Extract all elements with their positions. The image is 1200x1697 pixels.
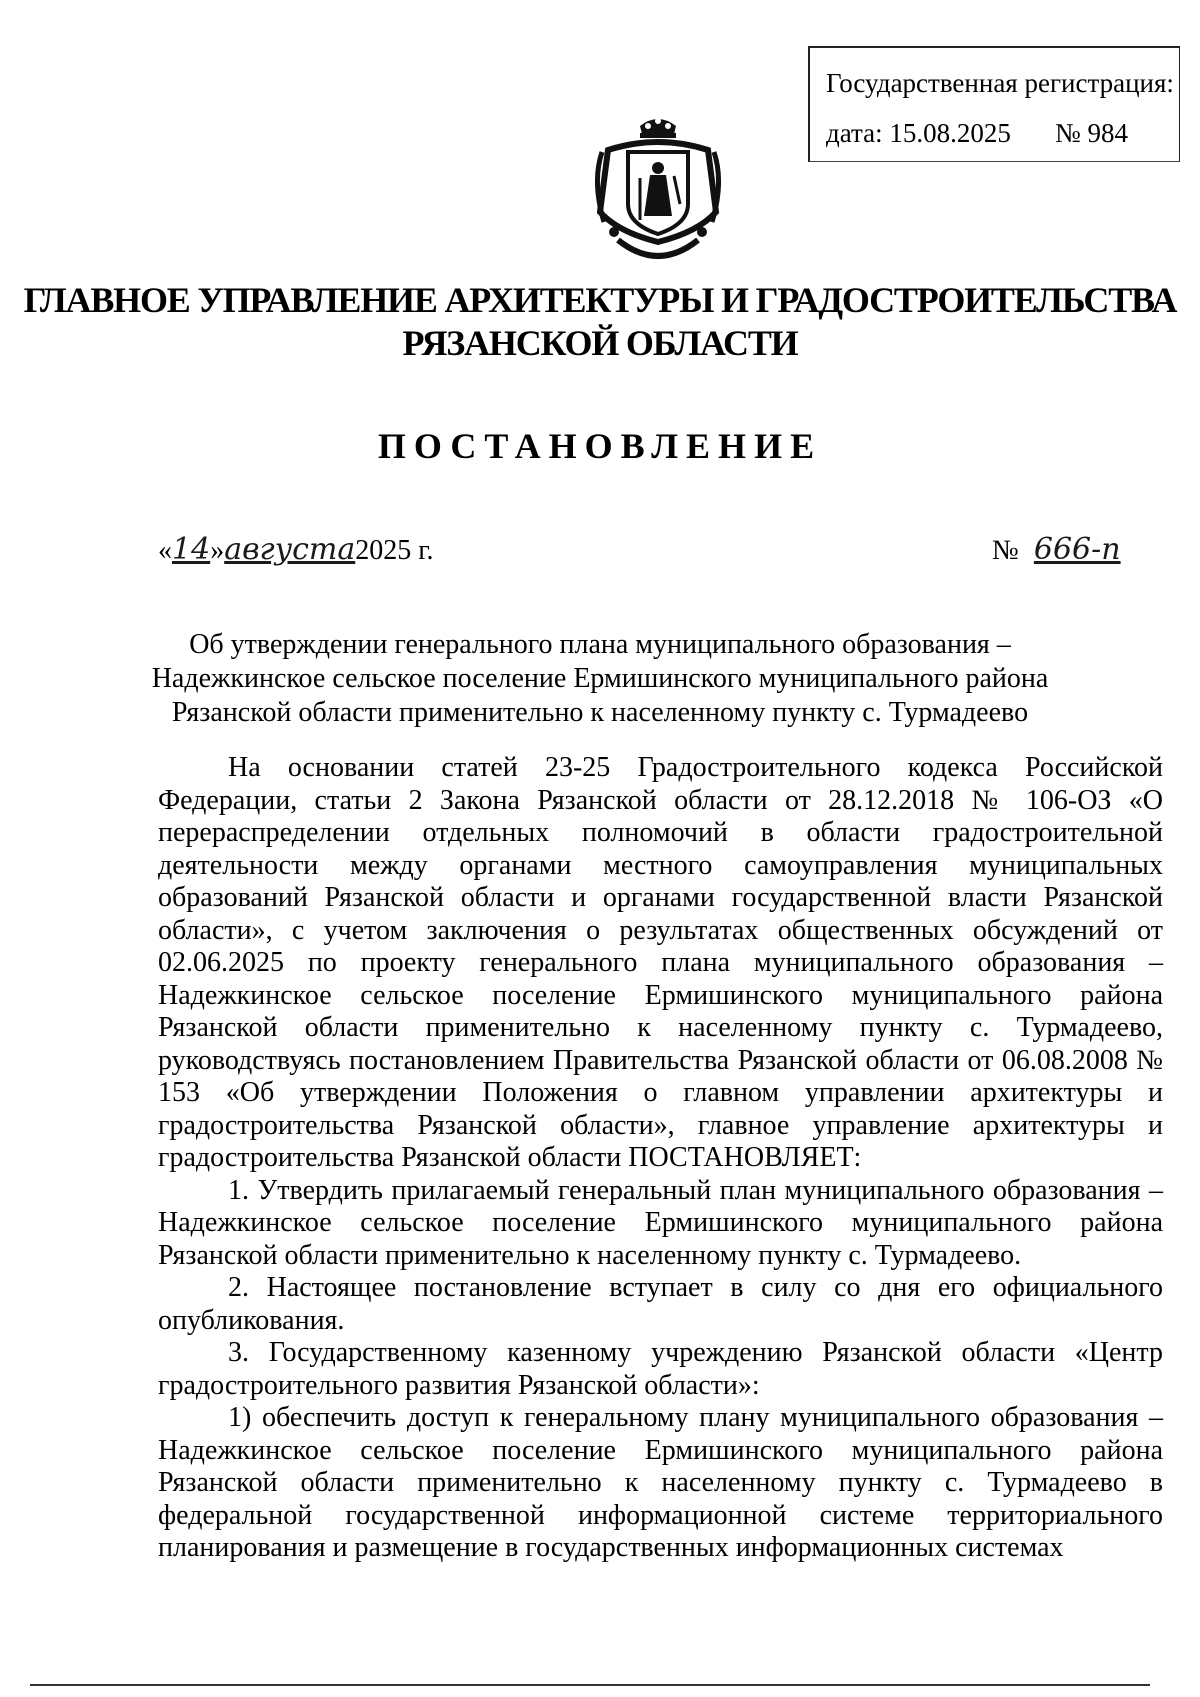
registration-stamp	[808, 46, 1180, 162]
subject-line: Надежкинское сельское поселение Ермишинского муниципального района	[151, 663, 1049, 694]
clause-2-paragraph: 2. Настоящее постановление вступает в силу со дня его официального опубликования.	[158, 1272, 1163, 1336]
issue-year: 2025 г.	[355, 535, 434, 566]
issue-day-handwritten: 14	[172, 532, 211, 567]
preamble-paragraph: На основании статей 23-25 Градостроительного кодекса Российской Федерации, статьи 2 Закона Рязанской области от 28.12.2018 № 106-ОЗ «О перераспределении отдельных полномочий в области градостроительной деятельности между органами местного самоуправления муниципальных образований Рязанской области и органами государственной власти Рязанской области», с учетом заключения о результатах общественных обсуждений от 02.06.2025 по проекту генерального плана муниципального образования – Надежкинское сельское поселение Ермишинского муниципального района Рязанской области применительно к населенному пункту с. Турмадеево, руководствуясь постановлением Правительства Рязанской области от 06.08.2008 № 153 «Об утверждении Положения о главном управлении архитектуры и градостроительства Рязанской области», главное управление архитектуры и градостроительства Рязанской области ПОСТАНОВЛЯЕТ:	[158, 752, 1163, 1173]
registration-date: дата: 15.08.2025	[826, 118, 1011, 148]
organization-name-line-2: РЯЗАНСКОЙ ОБЛАСТИ	[402, 323, 798, 363]
document-body	[158, 752, 1163, 1565]
ryazan-coat-of-arms-icon	[588, 112, 728, 274]
open-quote: «	[158, 535, 172, 566]
subject-line: Рязанской области применительно к населенному пункту с. Турмадеево	[171, 697, 1029, 728]
subject-line: Об утверждении генерального плана муниципального образования –	[189, 629, 1011, 660]
organization-name-line-1: ГЛАВНОЕ УПРАВЛЕНИЕ АРХИТЕКТУРЫ И ГРАДОСТРОИТЕЛЬСТВА	[23, 280, 1177, 320]
number-label: №	[992, 535, 1019, 566]
close-quote: »	[210, 535, 225, 566]
registration-title: Государственная регистрация:	[826, 68, 1174, 98]
clause-3-paragraph: 3. Государственному казенному учреждению Рязанской области «Центр градостроительного развития Рязанской области»:	[158, 1337, 1163, 1401]
issue-date	[158, 532, 434, 567]
document-type-title: ПОСТАНОВЛЕНИЕ	[377, 426, 823, 466]
subclause-3-1-paragraph: 1) обеспечить доступ к генеральному плану муниципального образования – Надежкинское сельское поселение Ермишинского муниципального района Рязанской области применительно к населенному пункту с. Турмадеево в федеральной государственной информационной системе территориального планирования и размещение в государственных информационных системах	[158, 1402, 1163, 1563]
registration-number: № 984	[1055, 118, 1129, 148]
document-subject	[150, 628, 1050, 730]
issue-month-handwritten: августа	[224, 532, 356, 567]
issue-number-handwritten: 666-п	[1033, 532, 1121, 567]
issue-number	[992, 532, 1130, 567]
bottom-divider	[30, 1684, 1150, 1686]
clause-1-paragraph: 1. Утвердить прилагаемый генеральный план муниципального образования – Надежкинское сельское поселение Ермишинского муниципального района Рязанской области применительно к населенному пункту с. Турмадеево.	[158, 1174, 1163, 1271]
